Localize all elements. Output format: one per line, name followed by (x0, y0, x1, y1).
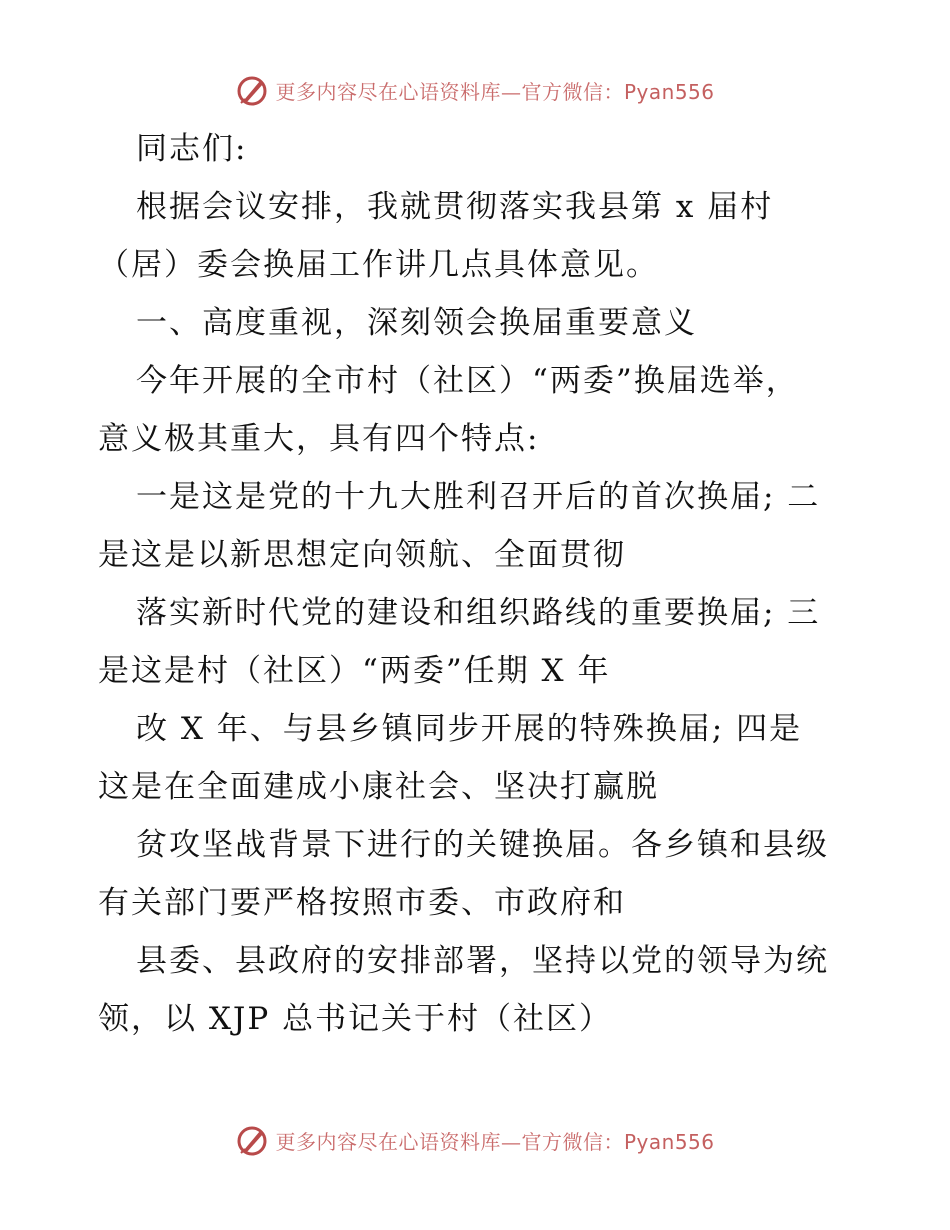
paragraph-line: 有关部门要严格按照市委、市政府和 (98, 885, 626, 921)
paragraph-line: 县委、县政府的安排部署，坚持以党的领导为统 (136, 943, 829, 979)
paragraph-line: 是这是以新思想定向领航、全面贯彻 (98, 537, 626, 573)
paragraph-line: （居）委会换届工作讲几点具体意见。 (98, 247, 659, 283)
salutation: 同志们: (136, 131, 248, 167)
paragraph-line: 意义极其重大，具有四个特点: (98, 421, 540, 457)
quill-pen-logo-icon (235, 1123, 269, 1157)
watermark-text: 更多内容尽在心语资料库—官方微信：Pyan556 (275, 1129, 715, 1154)
watermark-id: Pyan556 (623, 1129, 715, 1154)
watermark-id: Pyan556 (623, 79, 715, 104)
paragraph-line: 贫攻坚战背景下进行的关键换届。各乡镇和县级 (136, 827, 829, 863)
paragraph-line: 今年开展的全市村（社区）“两委”换届选举， (136, 363, 799, 399)
section-heading: 一、高度重视，深刻领会换届重要意义 (136, 305, 697, 341)
paragraph-line: 这是在全面建成小康社会、坚决打赢脱 (98, 769, 659, 805)
watermark-text: 更多内容尽在心语资料库—官方微信：Pyan556 (275, 79, 715, 104)
paragraph-line: 落实新时代党的建设和组织路线的重要换届; 三 (136, 595, 821, 631)
paragraph-line: 是这是村（社区）“两委”任期 X 年 (98, 653, 611, 689)
header-watermark (0, 70, 950, 110)
paragraph-line: 改 X 年、与县乡镇同步开展的特殊换届; 四是 (136, 711, 803, 747)
paragraph-line: 领，以 XJP 总书记关于村（社区） (98, 1001, 613, 1037)
paragraph-line: 一是这是党的十九大胜利召开后的首次换届; 二 (136, 479, 821, 515)
footer-watermark (0, 1120, 950, 1160)
paragraph-line: 根据会议安排，我就贯彻落实我县第 x 届村 (136, 189, 774, 225)
quill-pen-logo-icon (235, 73, 269, 107)
